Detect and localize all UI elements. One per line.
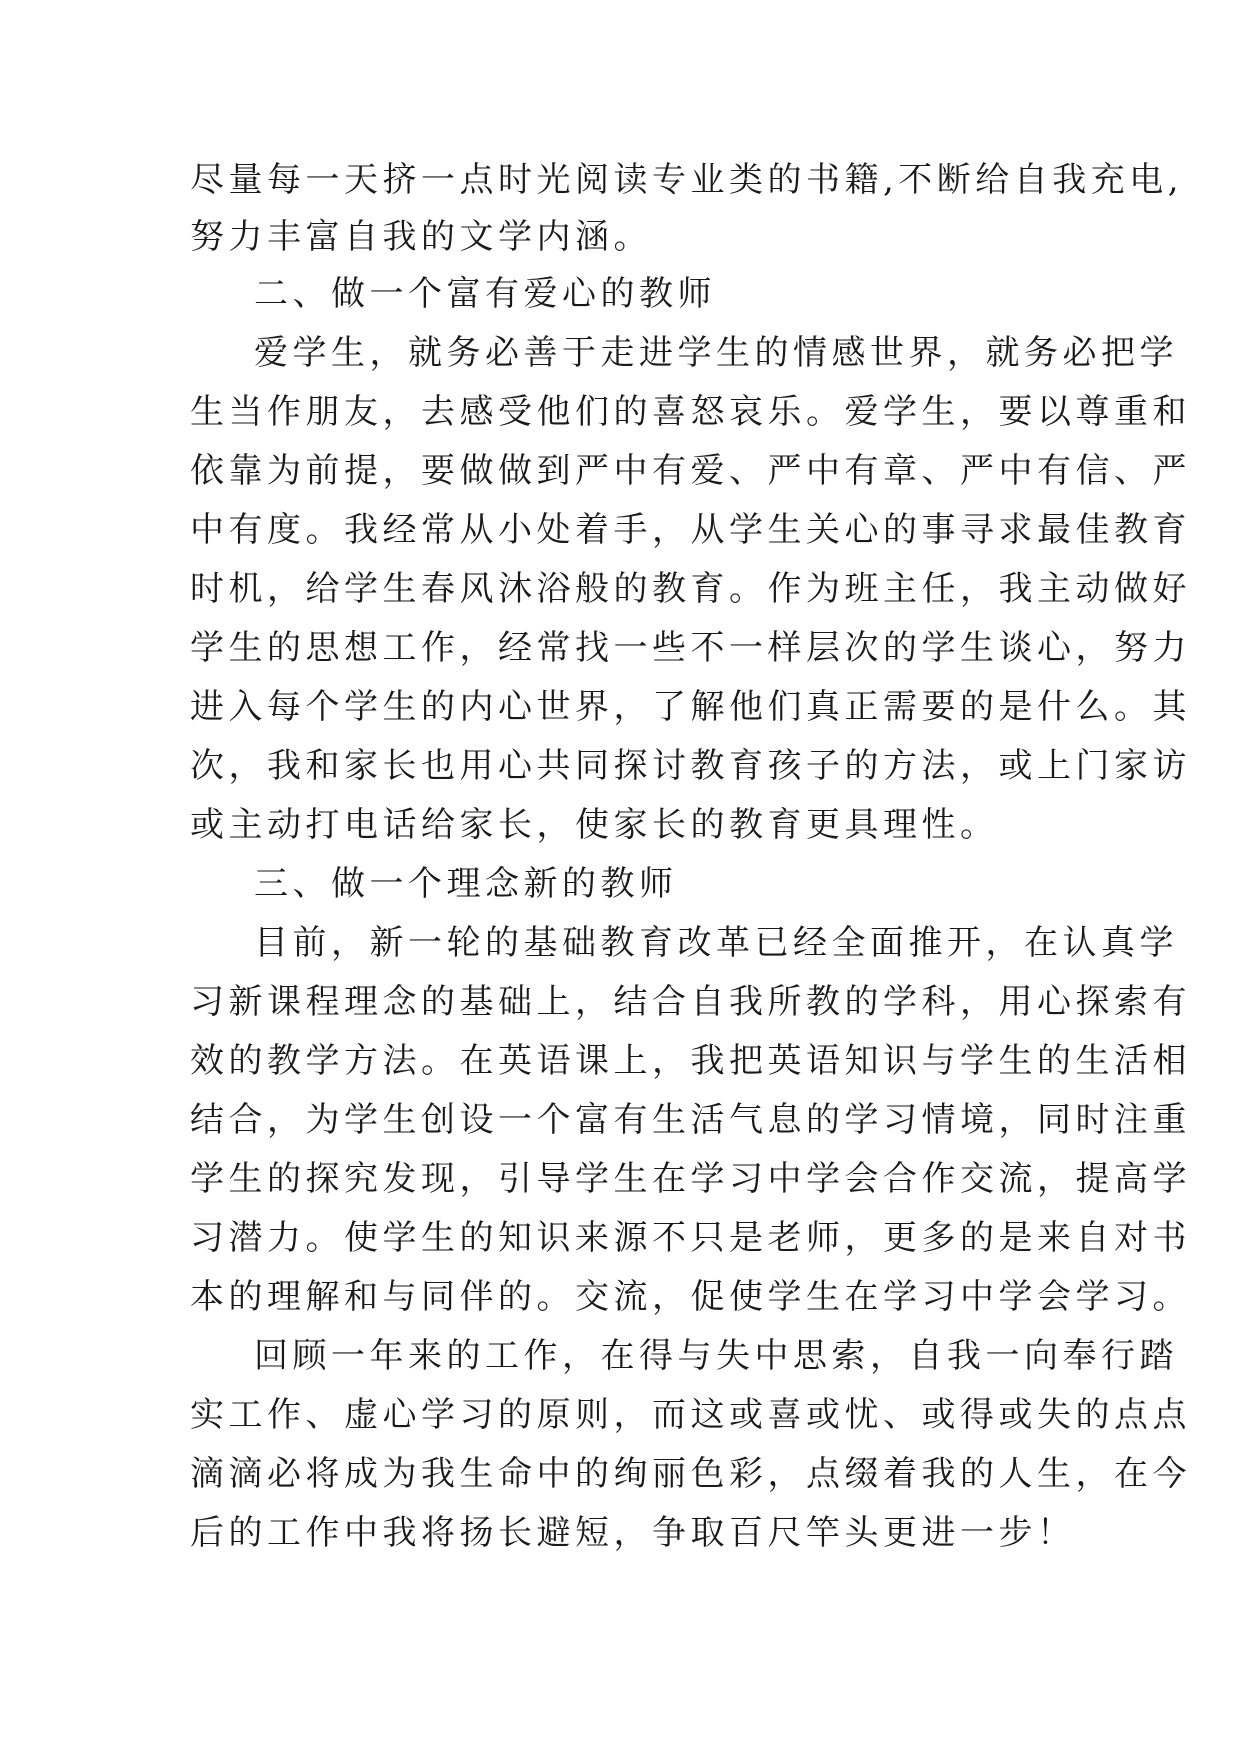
text-line: 次，我和家长也用心共同探讨教育孩子的方法，或上门家访 bbox=[190, 746, 1191, 786]
text-line: 依靠为前提，要做做到严中有爱、严中有章、严中有信、严 bbox=[190, 451, 1191, 491]
paragraph-start: 爱学生，就务必善于走进学生的情感世界，就务必把学 bbox=[254, 333, 1178, 373]
text-line: 时机，给学生春风沐浴般的教育。作为班主任，我主动做好 bbox=[190, 569, 1191, 609]
text-line: 本的理解和与同伴的。交流，促使学生在学习中学会学习。 bbox=[190, 1277, 1191, 1317]
text-line: 效的教学方法。在英语课上，我把英语知识与学生的生活相 bbox=[190, 1041, 1191, 1081]
text-line: 学生的探究发现，引导学生在学习中学会合作交流，提高学 bbox=[190, 1159, 1191, 1199]
text-line: 努力丰富自我的文学内涵。 bbox=[190, 217, 652, 257]
text-line: 结合，为学生创设一个富有生活气息的学习情境，同时注重 bbox=[190, 1100, 1191, 1140]
text-line: 或主动打电话给家长，使家长的教育更具理性。 bbox=[190, 805, 999, 845]
paragraph-start: 目前，新一轮的基础教育改革已经全面推开，在认真学 bbox=[254, 923, 1178, 963]
text-line: 后的工作中我将扬长避短，争取百尺竿头更进一步！ bbox=[190, 1513, 1076, 1553]
section-heading-2: 二、做一个富有爱心的教师 bbox=[254, 274, 716, 314]
text-line: 滴滴必将成为我生命中的绚丽色彩，点缀着我的人生，在今 bbox=[190, 1454, 1191, 1494]
text-line: 习新课程理念的基础上，结合自我所教的学科，用心探索有 bbox=[190, 982, 1191, 1022]
text-line: 生当作朋友，去感受他们的喜怒哀乐。爱学生，要以尊重和 bbox=[190, 392, 1191, 432]
paragraph-start: 回顾一年来的工作，在得与失中思索，自我一向奉行踏 bbox=[254, 1336, 1178, 1376]
section-heading-3: 三、做一个理念新的教师 bbox=[254, 864, 678, 904]
text-line: 进入每个学生的内心世界，了解他们真正需要的是什么。其 bbox=[190, 687, 1191, 727]
text-line: 尽量每一天挤一点时光阅读专业类的书籍,不断给自我充电, bbox=[190, 160, 1184, 200]
text-line: 学生的思想工作，经常找一些不一样层次的学生谈心，努力 bbox=[190, 628, 1191, 668]
text-line: 中有度。我经常从小处着手，从学生关心的事寻求最佳教育 bbox=[190, 510, 1191, 550]
text-line: 习潜力。使学生的知识来源不只是老师，更多的是来自对书 bbox=[190, 1218, 1191, 1258]
text-line: 实工作、虚心学习的原则，而这或喜或忧、或得或失的点点 bbox=[190, 1395, 1191, 1435]
